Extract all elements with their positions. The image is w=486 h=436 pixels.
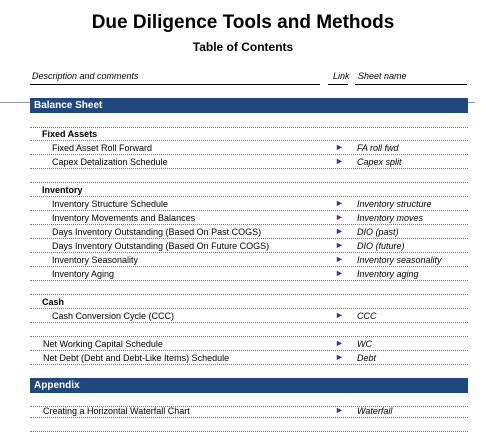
play-arrow-icon[interactable]: ► (335, 212, 344, 222)
toc-row[interactable] (30, 404, 468, 418)
item-label: Inventory Movements and Balances (52, 213, 196, 223)
sheet-link[interactable]: Inventory structure (357, 199, 432, 209)
play-arrow-icon[interactable]: ► (335, 310, 344, 320)
blank-row (30, 281, 468, 295)
item-label: Net Debt (Debt and Debt-Like Items) Schedule (43, 353, 230, 363)
group-row-cash (30, 295, 468, 309)
group-label: Cash (42, 297, 65, 307)
toc-row[interactable] (30, 141, 468, 155)
item-label: Days Inventory Outstanding (Based On Future COGS) (52, 241, 270, 251)
play-arrow-icon[interactable]: ► (335, 142, 344, 152)
play-arrow-icon[interactable]: ► (335, 254, 344, 264)
blank-row (30, 418, 468, 432)
toc-row[interactable] (30, 197, 468, 211)
blank-row (30, 323, 468, 337)
play-arrow-icon[interactable]: ► (335, 405, 344, 415)
header-underline (328, 84, 348, 85)
item-label: Inventory Aging (52, 269, 115, 279)
group-row-fixed-assets (30, 127, 468, 141)
header-underline (30, 84, 320, 85)
page-title: Due Diligence Tools and Methods (91, 12, 395, 33)
toc-row[interactable] (30, 337, 468, 351)
play-arrow-icon[interactable]: ► (335, 156, 344, 166)
item-label: Fixed Asset Roll Forward (52, 143, 153, 153)
section-header-balance-sheet: Balance Sheet (30, 98, 468, 113)
column-header-link: Link (333, 71, 350, 81)
toc-row[interactable] (30, 225, 468, 239)
play-arrow-icon[interactable]: ► (335, 338, 344, 348)
item-label: Capex Detalization Schedule (52, 157, 168, 167)
toc-row[interactable] (30, 309, 468, 323)
toc-row[interactable] (30, 239, 468, 253)
header-underline (355, 84, 467, 85)
item-label: Creating a Horizontal Waterfall Chart (43, 406, 190, 416)
play-arrow-icon[interactable]: ► (335, 198, 344, 208)
item-label: Net Working Capital Schedule (43, 339, 163, 349)
play-arrow-icon[interactable]: ► (335, 226, 344, 236)
play-arrow-icon[interactable]: ► (335, 352, 344, 362)
page-subtitle: Table of Contents (192, 40, 294, 54)
toc-row[interactable] (30, 211, 468, 225)
sheet-link[interactable]: Waterfall (357, 406, 393, 416)
column-header-sheet: Sheet name (358, 71, 407, 81)
sheet-link[interactable]: DIO (future) (357, 241, 405, 251)
item-label: Cash Conversion Cycle (CCC) (52, 311, 175, 321)
sheet-link[interactable]: Capex split (357, 157, 402, 167)
blank-row (30, 114, 468, 128)
sheet-link[interactable]: FA roll fwd (357, 143, 399, 153)
toc-row[interactable] (30, 351, 468, 365)
item-label: Inventory Seasonality (52, 255, 139, 265)
toc-row[interactable] (30, 253, 468, 267)
group-row-inventory (30, 183, 468, 197)
sheet-link[interactable]: Inventory moves (357, 213, 424, 223)
sheet-link[interactable]: WC (357, 339, 372, 349)
section-header-appendix: Appendix (30, 378, 468, 393)
group-label: Inventory (42, 185, 83, 195)
blank-row (30, 169, 468, 183)
sheet-link[interactable]: Inventory aging (357, 269, 419, 279)
sheet-link[interactable]: Inventory seasonality (357, 255, 442, 265)
item-label: Inventory Structure Schedule (52, 199, 169, 209)
toc-row[interactable] (30, 155, 468, 169)
play-arrow-icon[interactable]: ► (335, 240, 344, 250)
play-arrow-icon[interactable]: ► (335, 268, 344, 278)
sheet-link[interactable]: DIO (past) (357, 227, 399, 237)
sheet-link[interactable]: Debt (357, 353, 377, 363)
group-label: Fixed Assets (42, 129, 98, 139)
sheet-link[interactable]: CCC (357, 311, 377, 321)
item-label: Days Inventory Outstanding (Based On Past COGS) (52, 227, 262, 237)
toc-row[interactable] (30, 267, 468, 281)
column-header-description: Description and comments (32, 71, 139, 81)
